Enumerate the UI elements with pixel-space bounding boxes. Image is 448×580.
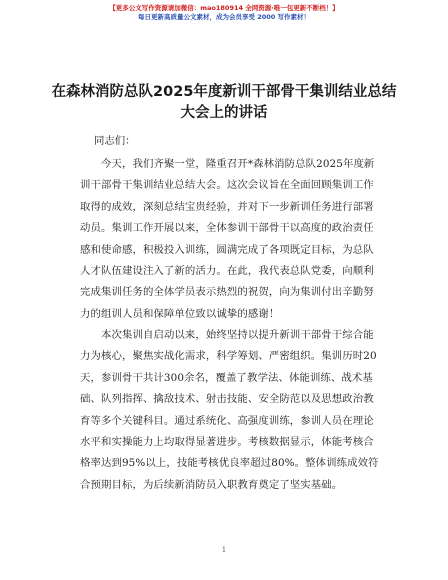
paragraph-2: 本次集训自启动以来，始终坚持以提升新训干部骨干综合能力为核心，聚焦实战化需求，科学筹划、严密组织。集训历时20天，参训骨干共计300余名，覆盖了教学法、体能训练、战术基础、队列指挥、擒敌技术、射击技能、安全防范以及思想政治教育等多个关键科目。通过系统化、高强度训练，参训人员在理论水平和实操能力上均取得显著进步。考核数据显示，体能考核合格率达到95%以上，技能考核优良率超过80%。整体训练成效符合预期目标，为后续新消防员入职教育奠定了坚实基础。 — [80, 329, 379, 491]
paragraph-1: 今天，我们齐聚一堂，隆重召开*森林消防总队2025年度新训干部骨干集训结业总结大会。这次会议旨在全面回顾集训工作取得的成效，深刻总结宝贵经验，并对下一步新训任务进行部署动员。集训工作开展以来，全体参训干部骨干以高度的政治责任感和使命感，积极投入训练，圆满完成了各项既定目标，为总队人才队伍建设注入了新的活力。在此，我代表总队党委，向顺利完成集训任务的全体学员表示热烈的祝贺，向为集训付出辛勤努力的组训人员和保障单位致以诚挚的感谢！ — [80, 158, 375, 320]
greeting: 同志们： — [94, 135, 136, 147]
promo-banner — [0, 4, 448, 22]
promo-banner-line-2: 每日更新高质量公文素材，成为会员享受 2000 写作素材！ — [137, 13, 311, 21]
page-number: 1 — [221, 546, 227, 554]
promo-banner-line-1: 【更多公文写作资源请加微信：mao180914 全网资源·唯一包更新不断档！】 — [109, 4, 339, 12]
document-title: 在森林消防总队2025年度新训干部骨干集训结业总结大会上的讲话 — [51, 84, 397, 121]
